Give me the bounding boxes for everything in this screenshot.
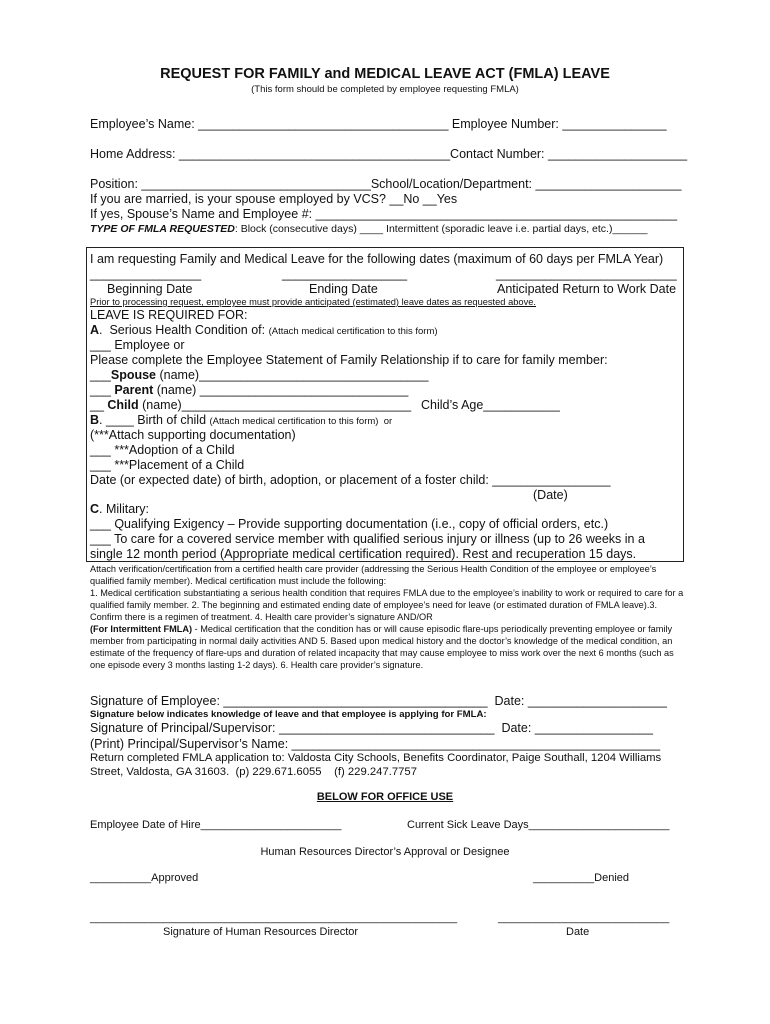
hr-signature-line[interactable]: ____________________________________________________________ (90, 912, 458, 924)
parent-blank: ___ (90, 383, 115, 397)
child-name-blank: (name)_________________________________ (138, 398, 412, 412)
parent-name-blank: (name) ______________________________ (153, 383, 409, 397)
certification-intro: Attach verification/certification from a certified health care provider (addressing the Serious Health Condition of the employee or employee’s qualified family member). Medical certification must include the following: (90, 564, 657, 586)
denied-option[interactable]: __________Denied (533, 872, 630, 884)
certification-items: 1. Medical certification substantiating a serious health condition that requires FMLA due to the employee’s inability to work or required to care for a qualified family member. 2. The beginning and estimated ending date of employee’s need for leave (or estimated duration of FMLA leave).3. Confirm there is a regimen of treatment. 4. Health care provider’s signature AND/OR (90, 588, 684, 622)
spouse-label: Spouse (110, 368, 157, 382)
beginning-date-label: Beginning Date (107, 282, 193, 296)
principal-signature-field[interactable]: Signature of Principal/Supervisor: _______________________________ Date: _________________ (90, 721, 653, 735)
spouse-option[interactable] (90, 368, 429, 383)
home-address-field[interactable]: Home Address: _______________________________________Contact Number: ____________________ (90, 147, 688, 161)
prior-processing-note: Prior to processing request, employee must provide anticipated (estimated) leave dates as requested above. (90, 297, 536, 307)
form-subtitle: (This form should be completed by employee requesting FMLA) (251, 84, 519, 95)
principal-name-field[interactable]: (Print) Principal/Supervisor’s Name: _____________________________________________________ (90, 737, 661, 751)
return-date-blank[interactable]: __________________________ (496, 267, 677, 281)
anticipated-return-label: Anticipated Return to Work Date (497, 282, 677, 296)
signature-note: Signature below indicates knowledge of leave and that employee is applying for FMLA: (90, 709, 487, 720)
covered-service-member-cont: single 12 month period (Appropriate medical certification required). Rest and recuperation 15 days. (90, 547, 637, 561)
section-c-text: . Military: (99, 502, 150, 516)
event-date-field[interactable]: Date (or expected date) of birth, adoption, or placement of a foster child: _________________ (90, 473, 611, 487)
section-a-text: . Serious Health Condition of: (99, 323, 269, 337)
ending-date-blank[interactable]: __________________ (282, 267, 408, 281)
intermittent-text: - Medical certification that the condition has or will cause episodic flare-ups periodically preventing employee or family member from participating in normal daily activities AND 5. Based upon medical history and the doctor’s knowledge of the medical condition, an estimate of the frequency of flare-ups and duration of related incapacity that may cause employee to miss work over the next 6 months (such as one episode every 3 months lasting 1-2 days). 6. Health care provider’s signature. (90, 624, 674, 670)
request-dates-line: I am requesting Family and Medical Leave for the following dates (maximum of 60 days per FMLA Year) (90, 252, 664, 266)
section-a-note: (Attach medical certification to this form) (268, 326, 438, 337)
approved-option[interactable]: __________Approved (90, 872, 199, 884)
form-title: REQUEST FOR FAMILY and MEDICAL LEAVE ACT (FMLA) LEAVE (160, 66, 610, 82)
section-c-label: C (90, 502, 100, 516)
hr-approval-label: Human Resources Director’s Approval or Designee (260, 846, 510, 858)
spouse-name-field[interactable]: If yes, Spouse’s Name and Employee #: ____________________________________________________ (90, 207, 678, 221)
spouse-blank: ___ (90, 368, 111, 382)
employee-or-option[interactable]: ___ Employee or (90, 338, 185, 352)
fmla-type-row[interactable] (90, 223, 648, 236)
section-b-label: B (90, 413, 100, 427)
return-address-line2: Street, Valdosta, GA 31603. (p) 229.671.6055 (f) 229.247.7757 (90, 766, 417, 778)
child-option[interactable] (90, 398, 411, 413)
placement-option[interactable]: ___ ***Placement of a Child (90, 458, 245, 472)
parent-option[interactable] (90, 383, 408, 398)
qualifying-exigency-option[interactable]: ___ Qualifying Exigency – Provide supporting documentation (i.e., copy of official orders, etc.) (90, 517, 609, 531)
child-blank: __ (90, 398, 108, 412)
hr-signature-caption: Signature of Human Resources Director (163, 926, 359, 938)
child-label: Child (107, 398, 139, 412)
position-field[interactable]: Position: _________________________________School/Location/Department: _____________________ (90, 177, 682, 191)
ending-date-label: Ending Date (309, 282, 378, 296)
fmla-type-options: : Block (consecutive days) ____ Intermittent (sporadic leave i.e. partial days, etc.)______ (234, 223, 648, 235)
section-b-text: . ____ Birth of child (99, 413, 210, 427)
adoption-option[interactable]: ___ ***Adoption of a Child (90, 443, 235, 457)
spouse-employed-field[interactable]: If you are married, is your spouse employed by VCS? __No __Yes (90, 192, 458, 206)
section-c-row (90, 502, 149, 517)
childs-age-field[interactable]: Child’s Age___________ (421, 398, 560, 412)
attach-supporting-note: (***Attach supporting documentation) (90, 428, 296, 442)
covered-service-member-option[interactable]: ___ To care for a covered service member with qualified serious injury or illness (up to 26 weeks in a (90, 532, 645, 546)
sick-leave-field[interactable]: Current Sick Leave Days_______________________ (407, 819, 670, 831)
event-date-caption: (Date) (533, 488, 568, 502)
employee-name-field[interactable]: Employee’s Name: ____________________________________ Employee Number: _______________ (90, 117, 667, 131)
fmla-type-label: TYPE OF FMLA REQUESTED (90, 223, 235, 235)
spouse-name-blank: (name)_________________________________ (156, 368, 429, 382)
section-a-row (90, 323, 438, 339)
leave-required-heading: LEAVE IS REQUIRED FOR: (90, 308, 248, 322)
certification-requirements (90, 587, 685, 671)
employee-signature-field[interactable]: Signature of Employee: ______________________________________ Date: ____________________ (90, 694, 667, 708)
family-relationship-note: Please complete the Employee Statement of Family Relationship if to care for family member: (90, 353, 608, 367)
section-b-note: (Attach medical certification to this form) or (209, 416, 393, 427)
section-b-row[interactable] (90, 413, 392, 429)
return-address-line1: Return completed FMLA application to: Valdosta City Schools, Benefits Coordinator, Paige Southall, 1204 Williams (90, 752, 662, 764)
office-use-heading: BELOW FOR OFFICE USE (316, 791, 454, 803)
hr-date-caption: Date (566, 926, 590, 938)
beginning-date-blank[interactable]: ________________ (90, 267, 202, 281)
intermittent-label: (For Intermittent FMLA) (90, 624, 193, 634)
certification-instructions (90, 563, 685, 671)
date-of-hire-field[interactable]: Employee Date of Hire_______________________ (90, 819, 342, 831)
hr-date-line[interactable]: ____________________________ (498, 912, 670, 924)
section-a-label: A (90, 323, 100, 337)
parent-label: Parent (114, 383, 154, 397)
